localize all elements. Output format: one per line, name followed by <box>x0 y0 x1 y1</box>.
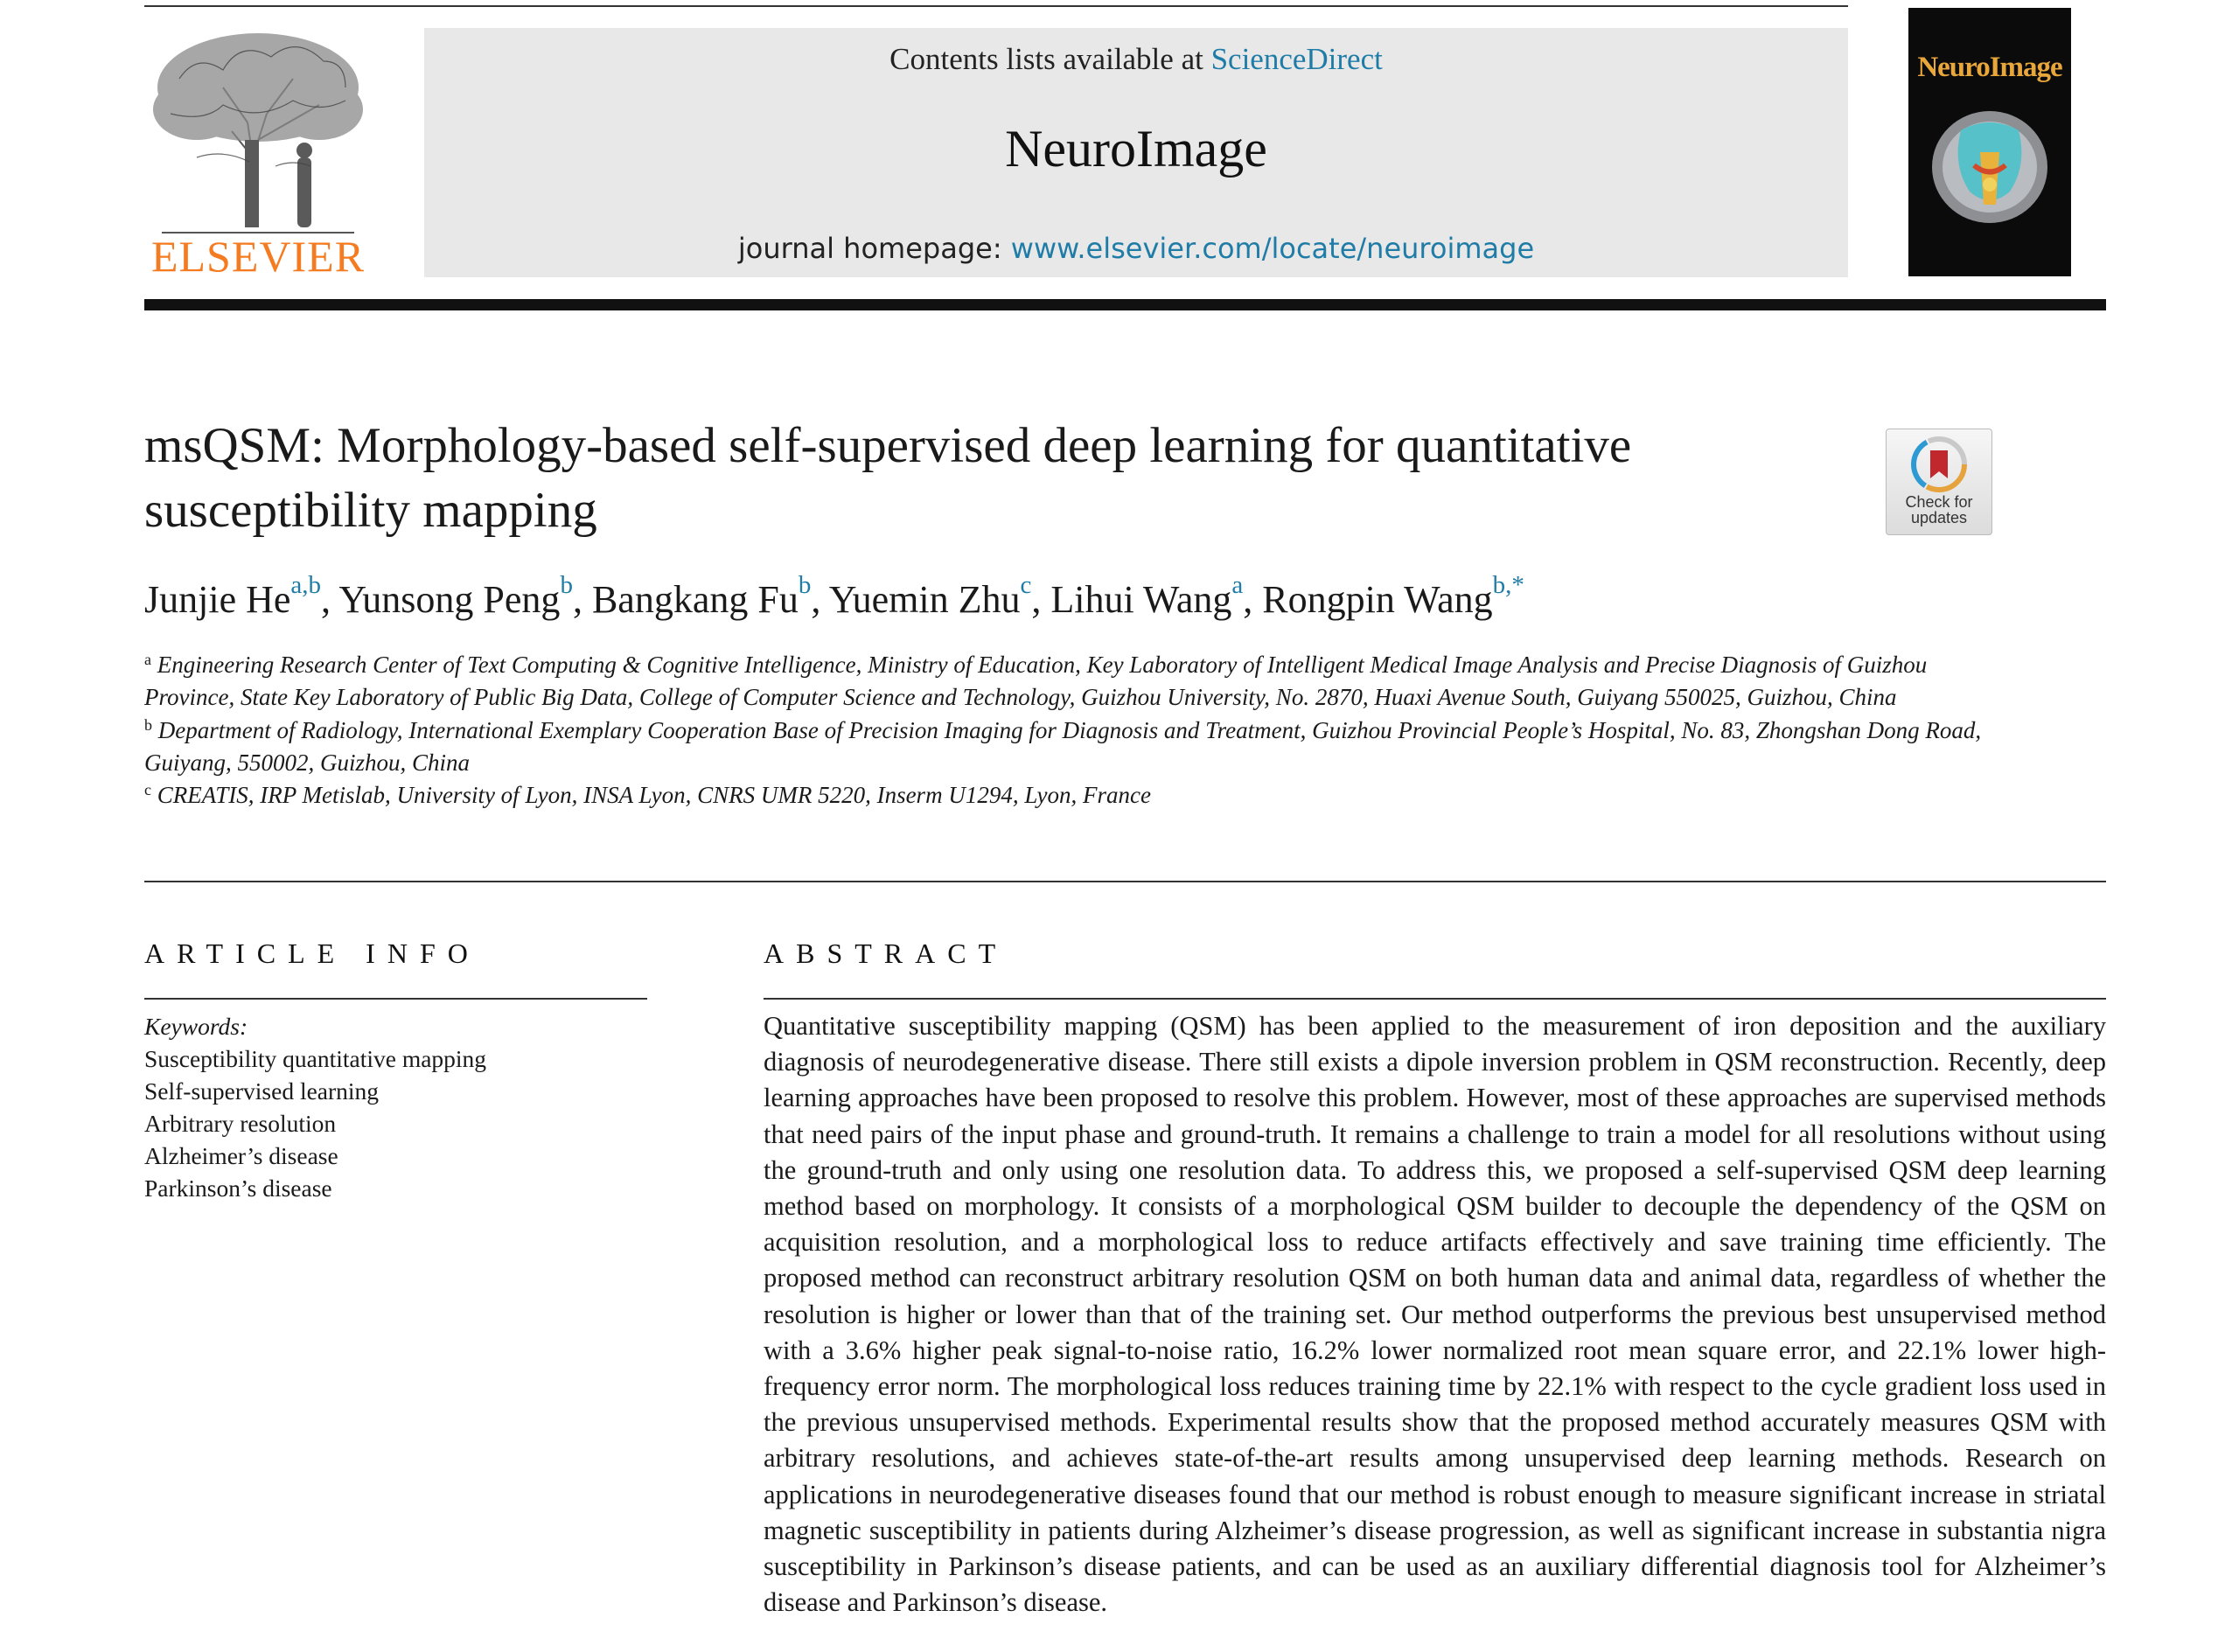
author-name[interactable]: Yuemin Zhu <box>828 578 1021 621</box>
affiliation-text: Engineering Research Center of Text Computing & Cognitive Intelligence, Ministry of Education, Key Laboratory of Intelligent Medical Image Analysis and Precise Diagnosis of Guizhou Province, State Key Laboratory of Public Big Data, College of Computer Science and Technology, Guizhou University, No. 2870, Huaxi Avenue South, Guiyang 550025, Guizhou, China <box>144 652 1928 711</box>
affiliation-text: CREATIS, IRP Metislab, University of Lyon, INSA Lyon, CNRS UMR 5220, Inserm U1294, Lyon, France <box>151 782 1151 809</box>
contents-line <box>424 42 1848 77</box>
article-info-heading: ARTICLE INFO <box>144 938 480 969</box>
homepage-link[interactable]: www.elsevier.com/locate/neuroimage <box>1010 232 1535 265</box>
check-updates-icon <box>1911 436 1967 492</box>
check-updates-label <box>1887 494 1991 526</box>
author-list <box>144 571 1981 622</box>
publisher-wordmark: ELSEVIER <box>150 232 366 281</box>
author-name[interactable]: Yunsong Peng <box>338 578 561 621</box>
affiliation-item <box>144 649 1990 714</box>
article-info-rule <box>144 998 647 1000</box>
header-thick-rule <box>144 299 2106 310</box>
keyword-item: Alzheimer’s disease <box>144 1142 338 1169</box>
top-rule <box>144 5 1848 7</box>
affiliation-item <box>144 714 1990 780</box>
author-separator: , <box>1031 578 1051 621</box>
article-title: msQSM: Morphology-based self-supervised deep learning for quantitative susceptibility mapping <box>144 418 1632 538</box>
check-updates-line2: updates <box>1910 509 1968 526</box>
journal-cover[interactable] <box>1908 8 2071 276</box>
homepage-prefix: journal homepage: <box>737 232 1011 265</box>
elsevier-logo[interactable] <box>144 26 372 280</box>
keywords-label: Keywords: <box>144 1013 248 1040</box>
tree-logo-icon <box>144 26 372 236</box>
affiliation-mark: b <box>144 715 152 734</box>
keywords-block <box>144 1010 647 1204</box>
homepage-line <box>424 232 1848 265</box>
abstract-heading: ABSTRACT <box>764 938 1008 969</box>
section-divider <box>144 881 2106 882</box>
check-updates-line1: Check for <box>1905 493 1973 511</box>
author-separator: , <box>572 578 592 621</box>
author-separator: , <box>1243 578 1263 621</box>
author-name[interactable]: Bangkang Fu <box>591 578 799 621</box>
author-name[interactable]: Rongpin Wang <box>1262 578 1493 621</box>
contents-prefix: Contents lists available at <box>889 42 1211 76</box>
author-affiliation-mark[interactable]: b <box>560 571 573 599</box>
author-name[interactable]: Lihui Wang <box>1050 578 1232 621</box>
affiliation-mark: a <box>144 651 151 668</box>
affiliation-list <box>144 649 1990 812</box>
author-affiliation-mark[interactable]: a <box>1231 571 1244 599</box>
author-name[interactable]: Junjie He <box>144 578 291 621</box>
sciencedirect-link[interactable]: ScienceDirect <box>1210 42 1383 76</box>
author-separator: , <box>811 578 829 621</box>
abstract-rule <box>764 998 2106 1000</box>
keywords-list <box>144 1042 647 1204</box>
keyword-item: Arbitrary resolution <box>144 1110 337 1137</box>
check-for-updates-button[interactable] <box>1886 429 1992 535</box>
author-separator: , <box>321 578 339 621</box>
cover-title: NeuroImage <box>1917 52 2062 83</box>
affiliation-mark: c <box>144 781 151 799</box>
keyword-item: Parkinson’s disease <box>144 1175 332 1202</box>
author-affiliation-mark[interactable]: b,* <box>1492 571 1524 599</box>
affiliation-item <box>144 779 1990 812</box>
journal-banner <box>424 28 1848 277</box>
affiliation-text: Department of Radiology, International Exemplary Cooperation Base of Precision Imaging for Diagnosis and Treatment, Guizhou Provincial People’s Hospital, No. 83, Zhongshan Dong Road, Guiyang, 550002, Guizhou, China <box>144 716 1982 776</box>
author-affiliation-mark[interactable]: b <box>798 571 812 599</box>
keyword-item: Susceptibility quantitative mapping <box>144 1045 487 1072</box>
brain-scan-icon <box>1926 104 2054 235</box>
author-affiliation-mark[interactable]: c <box>1020 571 1032 599</box>
abstract-text: Quantitative susceptibility mapping (QSM) has been applied to the measurement of iron deposition and the auxiliary diagnosis of neurodegenerative disease. There still exists a dipole inversion problem in QSM reconstruction. Recently, deep learning approaches have been proposed to resolve this problem. However, most of these approaches are supervised methods that need pairs of the input phase and ground-truth. It remains a challenge to train a model for all resolutions without using the ground-truth and only using one resolution data. To address this, we proposed a self-supervised QSM deep learning method based on morphology. It consists of a morphological QSM builder to decouple the dependency of the QSM on acquisition resolution, and a morphological loss to reduce artifacts effectively and save training time efficiently. The proposed method can reconstruct arbitrary resolution QSM on both human data and animal data, regardless of whether the resolution is higher or lower than that of the training set. Our method outperforms the previous best unsupervised method with a 3.6% higher peak signal-to-noise ratio, 16.2% lower normalized root mean square error, and 22.1% lower high-frequency error norm. The morphological loss reduces training time by 22.1% with respect to the cycle gradient loss used in the previous unsupervised methods. Experimental results show that the proposed method accurately measures QSM with arbitrary resolutions, and achieves state-of-the-art results among unsupervised deep learning methods. Research on applications in neurodegenerative diseases found that our method is robust enough to measure significant increase in striatal magnetic susceptibility in patients during Alzheimer’s disease progression, as well as significant increase in substantia nigra susceptibility in Parkinson’s disease patients, and can be used as an auxiliary differential diagnosis tool for Alzheimer’s disease and Parkinson’s disease. <box>764 1011 2106 1618</box>
author-affiliation-mark[interactable]: a,b <box>290 571 322 599</box>
journal-title[interactable]: NeuroImage <box>1005 120 1267 178</box>
keyword-item: Self-supervised learning <box>144 1077 380 1105</box>
